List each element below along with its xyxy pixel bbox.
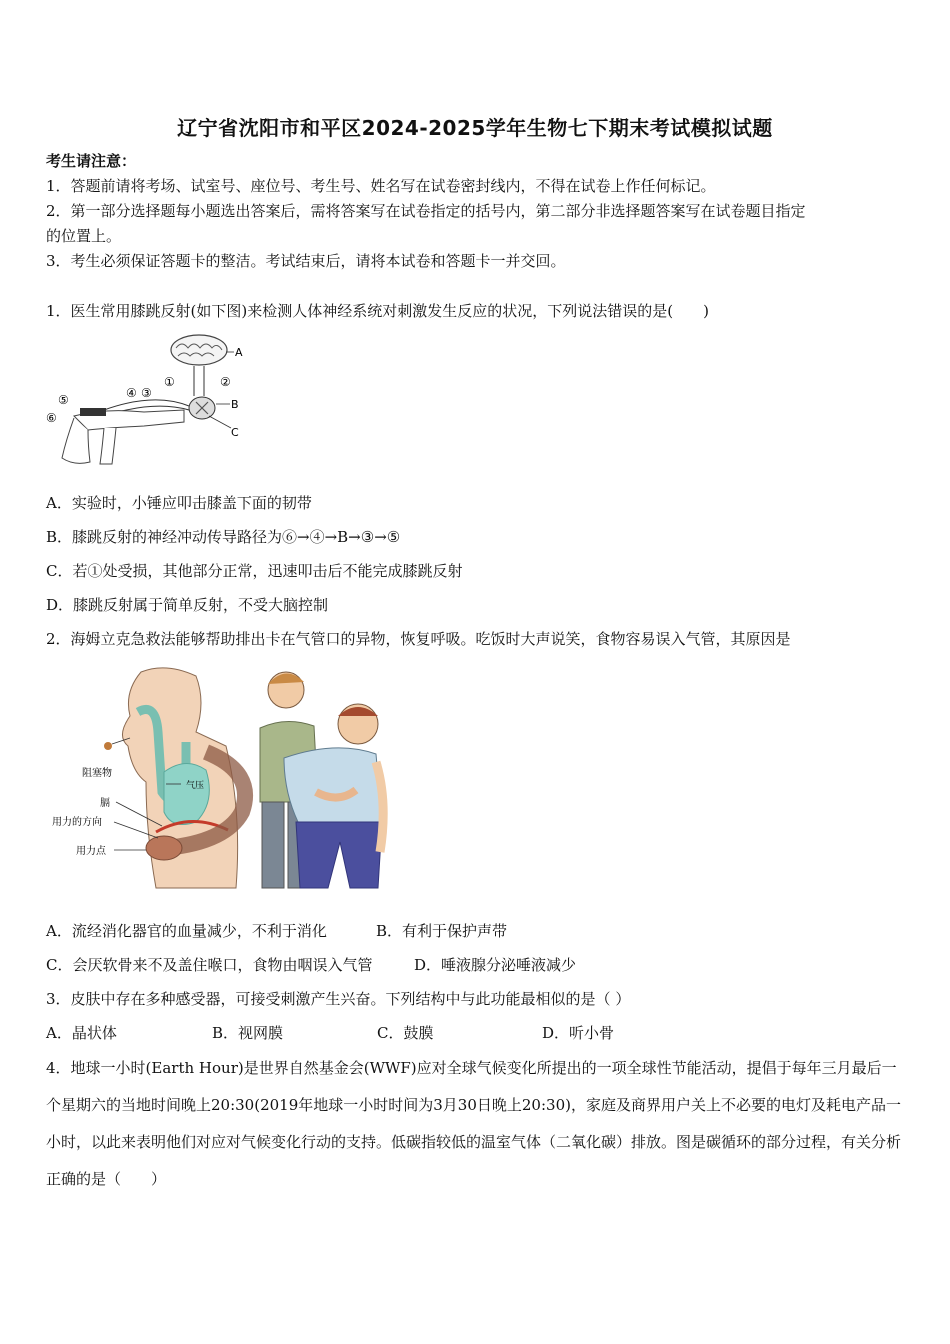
q1-option-c: C．若①处受损，其他部分正常，迅速叩击后不能完成膝跳反射 (46, 562, 463, 580)
q1-option-d: D．膝跳反射属于简单反射，不受大脑控制 (46, 596, 329, 614)
q3-option-a: A．晶状体 (46, 1024, 117, 1042)
q3-option-d: D．听小骨 (542, 1024, 615, 1042)
knee-jerk-reflex-figure (44, 330, 244, 470)
notice-item: 的位置上。 (46, 227, 122, 245)
label-5: ⑤ (58, 393, 69, 407)
label-diaphragm: 膈 (100, 798, 110, 809)
q2-option-b: B．有利于保护声带 (376, 922, 508, 940)
label-force-direction: 用力的方向 (52, 817, 102, 828)
label-force-point: 用力点 (76, 846, 106, 857)
page-title: 辽宁省沈阳市和平区2024-2025学年生物七下期末考试模拟试题 (177, 116, 773, 140)
q2-stem: 2．海姆立克急救法能够帮助排出卡在气管口的异物，恢复呼吸。吃饭时大声说笑，食物容易误入气管，其原因是 (46, 630, 791, 648)
brain-illustration (171, 335, 227, 365)
heimlich-maneuver-figure (46, 662, 392, 894)
label-air-pressure: 气压 (186, 781, 205, 791)
q3-option-c: C．鼓膜 (377, 1024, 434, 1042)
label-3: ③ (141, 386, 152, 400)
q1-stem: 1．医生常用膝跳反射(如下图)来检测人体神经系统对刺激发生反应的状况，下列说法错误的是( ) (46, 302, 709, 320)
label-6: ⑥ (46, 411, 57, 425)
q1-option-b: B．膝跳反射的神经冲动传导路径为⑥→④→B→③→⑤ (46, 528, 401, 546)
q2-option-a: A．流经消化器官的血量减少，不利于消化 (46, 922, 327, 940)
q2-option-c: C．会厌软骨来不及盖住喉口，食物由咽误入气管 (46, 956, 373, 974)
label-A: A (235, 346, 243, 359)
label-4: ④ (126, 386, 137, 400)
notice-item: 2．第一部分选择题每小题选出答案后，需将答案写在试卷指定的括号内，第二部分非选择题答案写在试卷题目指定 (46, 202, 806, 220)
notice-item: 3．考生必须保证答题卡的整洁。考试结束后，请将本试卷和答题卡一并交回。 (46, 252, 566, 270)
notice-item: 1．答题前请将考场、试室号、座位号、考生号、姓名写在试卷密封线内，不得在试卷上作任何标记。 (46, 177, 716, 195)
q3-stem: 3．皮肤中存在多种感受器，可接受刺激产生兴奋。下列结构中与此功能最相似的是（ ） (46, 990, 631, 1008)
notice-heading: 考生请注意： (46, 152, 137, 170)
label-1: ① (164, 375, 175, 389)
q4-text: 4．地球一小时(Earth Hour)是世界自然基金会(WWF)应对全球气候变化所提出的一项全球性节能活动，提倡于每年三月最后一个星期六的当地时间晚上20:30(2019年地球一小时时间为3月30日晚上20:30)，家庭及商界用户关上不必要的电灯及耗电产品一小时，以此来表明他们对应对气候变化行动的支持。低碳指较低的温室气体（二氧化碳）排放。图是碳循环的部分过程，有关分析正确的是（ ） (46, 1059, 902, 1188)
q3-option-b: B．视网膜 (212, 1024, 284, 1042)
label-2: ② (220, 375, 231, 389)
label-B: B (231, 398, 239, 411)
q2-option-d: D．唾液腺分泌唾液减少 (414, 956, 577, 974)
label-obstruction: 阻塞物 (82, 768, 112, 779)
q1-option-a: A．实验时，小锤应叩击膝盖下面的韧带 (46, 494, 312, 512)
label-C: C (231, 426, 239, 439)
